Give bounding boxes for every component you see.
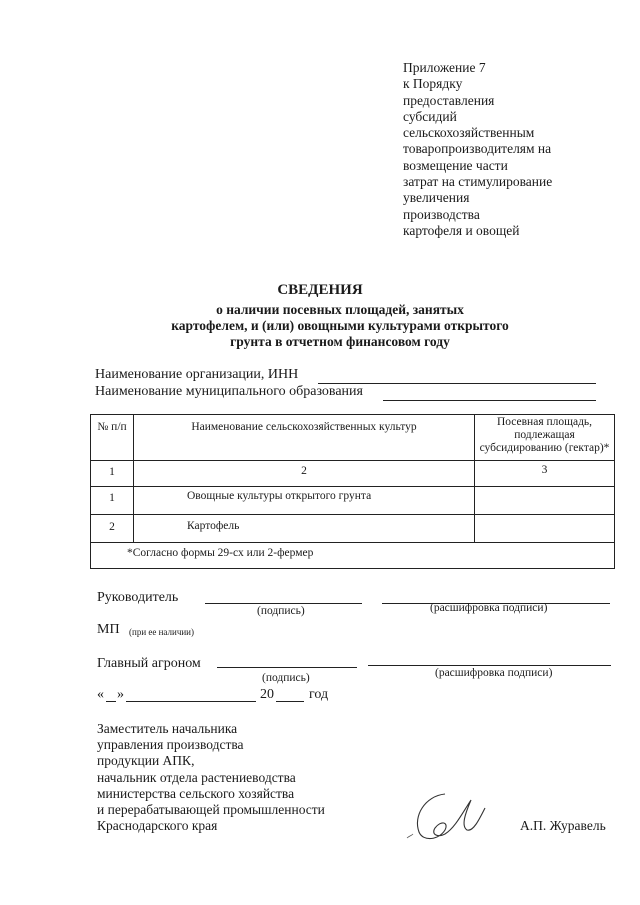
table-row xyxy=(91,487,615,515)
municipality-field-line[interactable] xyxy=(383,400,596,401)
annex-line: Приложение 7 xyxy=(403,60,486,75)
table-number-row xyxy=(91,461,615,487)
annex-line: к Порядку xyxy=(403,76,463,92)
title-line: грунта в отчетном финансовом году xyxy=(230,334,450,349)
date-month-line[interactable] xyxy=(126,701,256,702)
signatory-name: А.П. Журавель xyxy=(520,818,606,833)
year-prefix: 20 xyxy=(260,687,274,702)
agronomist-signature-line[interactable] xyxy=(217,667,357,668)
approval-line: Заместитель начальника xyxy=(97,721,238,736)
header-cell-number: № п/п xyxy=(91,415,134,461)
crops-table xyxy=(90,414,615,569)
head-signature-line[interactable] xyxy=(205,603,362,604)
annex-line: субсидий xyxy=(403,108,457,124)
table-cell: Овощные культуры открытого грунта xyxy=(134,487,475,515)
title-line: о наличии посевных площадей, занятых xyxy=(216,302,464,317)
header-cell-area: Посевная площадь, подлежащая субсидированию (гектар)* xyxy=(475,415,615,461)
approval-line: Краснодарского края xyxy=(97,818,218,834)
signature-caption: (подпись) xyxy=(257,605,305,617)
table-cell: 2 xyxy=(91,515,134,543)
head-label: Руководитель xyxy=(97,590,179,605)
year-suffix: год xyxy=(309,687,329,702)
decode-caption: (расшифровка подписи) xyxy=(435,667,553,679)
approval-line: и перерабатывающей промышленности xyxy=(97,802,325,818)
table-footnote: *Согласно формы 29-сх или 2-фермер xyxy=(91,543,615,569)
annex-line: картофеля и овощей xyxy=(403,222,520,238)
date-day-line[interactable] xyxy=(106,701,116,702)
table-cell[interactable] xyxy=(475,487,615,515)
mp-note: (при ее наличии) xyxy=(129,627,194,637)
table-footnote-row xyxy=(91,543,615,569)
date-close-quote: » xyxy=(117,687,124,702)
annex-line: предоставления xyxy=(403,92,495,108)
approval-line: продукции АПК, xyxy=(97,753,195,769)
annex-line: товаропроизводителям на xyxy=(403,141,552,157)
table-cell: 1 xyxy=(91,461,134,487)
table-cell[interactable] xyxy=(475,515,615,543)
annex-line: затрат на стимулирование xyxy=(403,174,553,190)
handwritten-signature xyxy=(405,786,505,851)
mp-label: МП xyxy=(97,622,120,637)
document-title: СВЕДЕНИЯ xyxy=(277,282,363,298)
date-open-quote: « xyxy=(97,687,104,702)
approval-block xyxy=(97,721,325,834)
table-cell: Картофель xyxy=(134,515,475,543)
table-cell: 2 xyxy=(134,461,475,487)
title-line: картофелем, и (или) овощными культурами открытого xyxy=(171,318,509,333)
approval-line: министерства сельского хозяйства xyxy=(97,785,295,801)
agronomist-decode-line[interactable] xyxy=(368,665,611,666)
table-cell: 1 xyxy=(91,487,134,515)
header-cell-crop: Наименование сельскохозяйственных культур xyxy=(134,415,475,461)
table-header-row xyxy=(91,415,615,461)
table-row xyxy=(91,515,615,543)
annex-block xyxy=(403,60,633,239)
approval-line: управления производства xyxy=(97,737,244,753)
annex-line: сельскохозяйственным xyxy=(403,125,535,141)
agronomist-label: Главный агроном xyxy=(97,656,201,671)
annex-line: увеличения xyxy=(403,190,470,206)
approval-line: начальник отдела растениеводства xyxy=(97,769,296,785)
table-cell: 3 xyxy=(475,461,615,487)
annex-line: производства xyxy=(403,206,480,222)
decode-caption: (расшифровка подписи) xyxy=(430,602,548,614)
annex-line: возмещение части xyxy=(403,157,508,173)
signature-caption: (подпись) xyxy=(262,672,310,684)
organization-label: Наименование организации, ИНН xyxy=(95,367,299,382)
date-year-line[interactable] xyxy=(276,701,304,702)
municipality-label: Наименование муниципального образования xyxy=(95,384,363,399)
